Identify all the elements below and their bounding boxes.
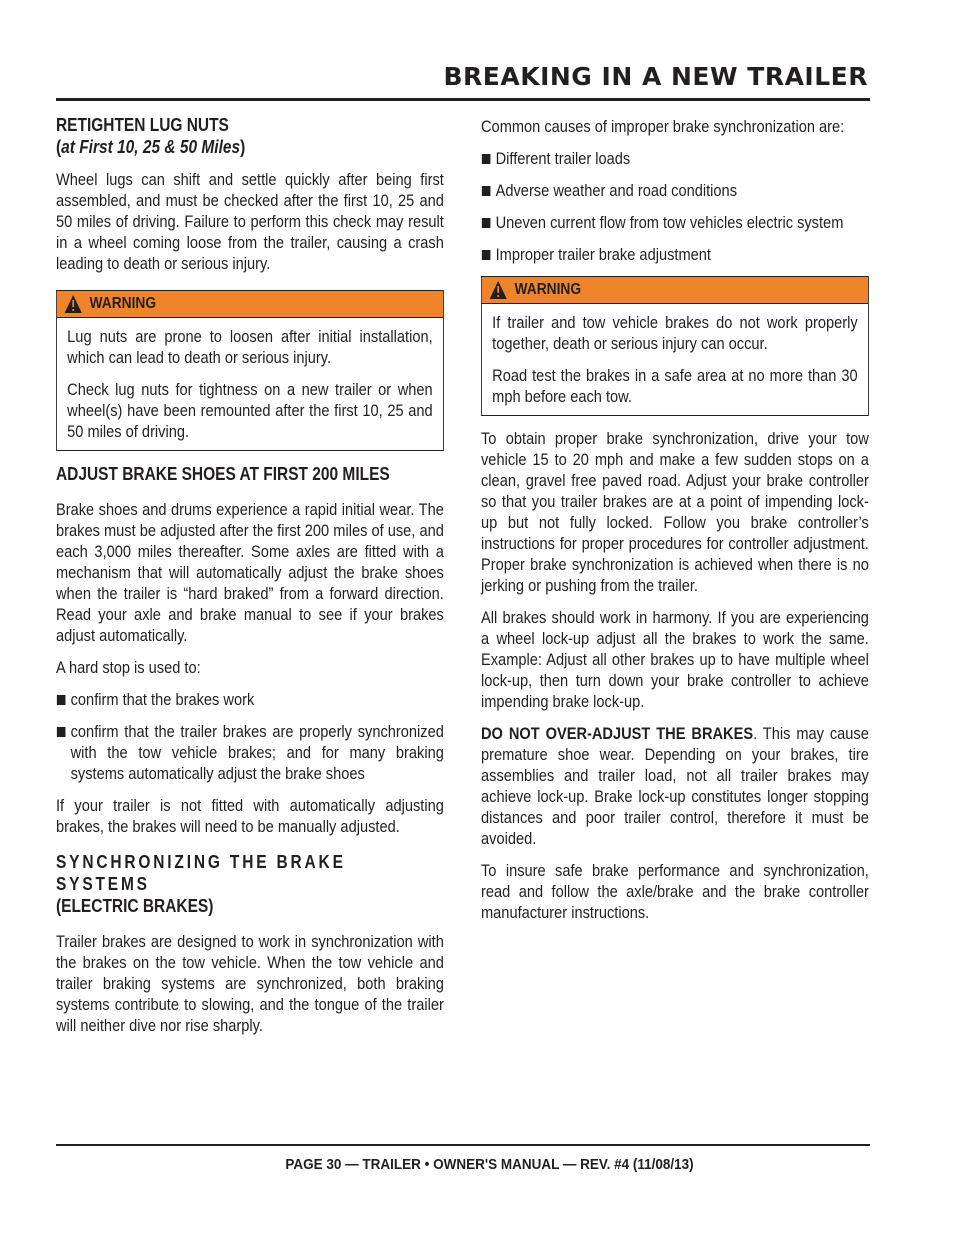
right-column xyxy=(481,116,869,934)
list-item: Uneven current flow from tow vehicles electric system xyxy=(481,212,869,233)
bullet-square-icon xyxy=(57,695,66,705)
page-title: BREAKING IN A NEW TRAILER xyxy=(443,62,868,91)
bullet-square-icon xyxy=(482,250,491,260)
lug-nuts-heading: RETIGHTEN LUG NUTS xyxy=(56,115,229,135)
sync-section xyxy=(56,851,444,1036)
page-footer: PAGE 30 — TRAILER • OWNER'S MANUAL — REV. #4 (11/08/13) xyxy=(285,1156,694,1173)
list-item: confirm that the brakes work xyxy=(56,689,444,710)
over-adjust-paragraph: DO NOT OVER-ADJUST THE BRAKES. This may cause premature shoe wear. Depending on your brakes, tire assemblies and trailer load, not all trailer brakes may achieve lock-up. Brake lock-up constitutes longer stopping distances and poor trailer control, therefore it must be avoided. xyxy=(481,724,869,848)
insure-paragraph: To insure safe brake performance and synchronization, read and follow the axle/brake and the brake controller manufacturer instructions. xyxy=(481,861,869,922)
sync-heading: SYNCHRONIZING THE BRAKE SYSTEMS xyxy=(56,852,346,894)
sync-subheading: (ELECTRIC BRAKES) xyxy=(56,896,214,916)
warning-triangle-icon xyxy=(64,294,83,314)
list-item: confirm that the trailer brakes are properly synchronized with the tow vehicle brakes; and for many braking systems automatically adjust the brake shoes xyxy=(56,721,444,784)
manual-adjust-note: If your trailer is not fitted with automatically adjusting brakes, the brakes will need to be manually adjusted. xyxy=(56,796,444,836)
warning-label: WARNING xyxy=(514,281,582,298)
warning-label: WARNING xyxy=(89,295,157,312)
causes-intro: Common causes of improper brake synchronization are: xyxy=(481,117,845,136)
bullet-square-icon xyxy=(482,218,491,228)
brake-shoes-body: Brake shoes and drums experience a rapid initial wear. The brakes must be adjusted after the first 200 miles of use, and each 3,000 miles thereafter. Some axles are fitted with a mechanism that will automatically adjust the brake shoes when the trailer is “hard braked” from a forward direction. Read your axle and brake manual to see if your brakes adjust automatically. xyxy=(56,500,444,645)
list-item: Different trailer loads xyxy=(481,148,869,169)
sync-body: Trailer brakes are designed to work in synchronization with the brakes on the tow vehicle. When the tow vehicle and trailer braking systems are synchronized, both braking systems contribute to slowing, and the tongue of the trailer will neither dive nor rise sharply. xyxy=(56,932,444,1035)
lug-nuts-subheading: (at First 10, 25 & 50 Miles) xyxy=(56,137,246,157)
brake-shoes-section xyxy=(56,463,444,837)
lug-nuts-body: Wheel lugs can shift and settle quickly after being first assembled, and must be checked after the first 10, 25 and 50 miles of driving. Failure to perform this check may result in a wheel coming loose from the trailer, causing a crash leading to death or serious injury. xyxy=(56,170,444,273)
footer-rule xyxy=(56,1144,870,1146)
warning-header xyxy=(57,291,443,318)
harmony-paragraph: All brakes should work in harmony. If you are experiencing a wheel lock-up adjust all the brakes to work the same. Example: Adjust all other brakes up to have multiple wheel lock-up, then turn down your brake controller to achieve impending brake lock-up. xyxy=(481,608,869,711)
warning-text: Road test the brakes in a safe area at no more than 30 mph before each tow. xyxy=(492,366,858,406)
header-rule xyxy=(56,98,870,101)
list-item: Adverse weather and road conditions xyxy=(481,180,869,201)
list-item: Improper trailer brake adjustment xyxy=(481,244,869,265)
obtain-sync-paragraph: To obtain proper brake synchronization, drive your tow vehicle 15 to 20 mph and make a few sudden stops on a clean, gravel free paved road. Adjust your brake controller so that you trailer brakes are at a point of impending lock-up but not fully locked. Follow you brake controller’s instructions for proper procedures for controller adjustment. Proper brake synchronization is achieved when there is no jerking or pushing from the trailer. xyxy=(481,429,869,595)
lug-nuts-warning-box xyxy=(56,290,444,451)
warning-text: If trailer and tow vehicle brakes do not work properly together, death or serious injury can occur. xyxy=(492,313,858,353)
warning-triangle-icon xyxy=(489,280,508,300)
bullet-square-icon xyxy=(482,154,491,164)
warning-header xyxy=(482,277,868,304)
lug-nuts-section xyxy=(56,114,444,274)
brakes-warning-box xyxy=(481,276,869,416)
bullet-square-icon xyxy=(482,186,491,196)
hard-stop-intro: A hard stop is used to: xyxy=(56,658,201,677)
brake-shoes-heading: ADJUST BRAKE SHOES AT FIRST 200 MILES xyxy=(56,464,390,484)
warning-text: Check lug nuts for tightness on a new trailer or when wheel(s) have been remounted after the first 10, 25 and 50 miles of driving. xyxy=(67,380,433,441)
left-column xyxy=(56,114,444,1036)
warning-text: Lug nuts are prone to loosen after initial installation, which can lead to death or serious injury. xyxy=(67,327,433,367)
bullet-square-icon xyxy=(57,727,66,737)
